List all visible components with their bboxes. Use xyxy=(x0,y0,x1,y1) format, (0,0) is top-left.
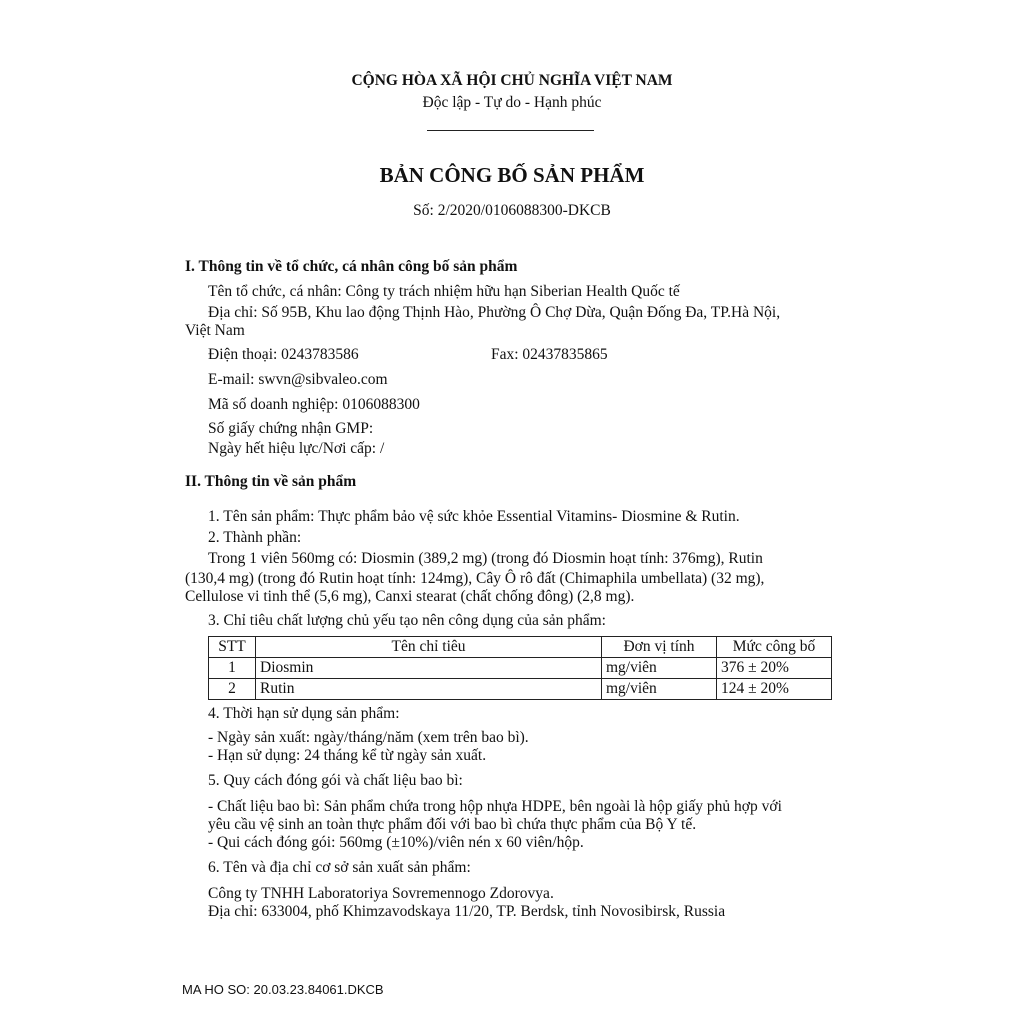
product-name: 1. Tên sản phẩm: Thực phẩm bảo vệ sức khỏe Essential Vitamins- Diosmine & Rutin. xyxy=(208,508,740,525)
packaging-spec: - Qui cách đóng gói: 560mg (±10%)/viên nén x 60 viên/hộp. xyxy=(208,834,584,851)
expiry-period: - Hạn sử dụng: 24 tháng kể từ ngày sản xuất. xyxy=(208,747,487,764)
composition-line3: Cellulose vi tinh thể (5,6 mg), Canxi stearat (chất chống đông) (2,8 mg). xyxy=(185,588,635,605)
header-divider xyxy=(427,130,594,131)
cell-unit: mg/viên xyxy=(602,658,717,679)
gmp-expiry: Ngày hết hiệu lực/Nơi cấp: / xyxy=(208,440,385,457)
table-header-row xyxy=(209,637,832,658)
cell-name: Rutin xyxy=(256,679,602,700)
packaging-material-line2: yêu cầu vệ sinh an toàn thực phẩm đối với bao bì chứa thực phẩm của Bộ Y tế. xyxy=(208,816,697,833)
cell-unit: mg/viên xyxy=(602,679,717,700)
email: E-mail: swvn@sibvaleo.com xyxy=(208,371,388,388)
document-title: BẢN CÔNG BỐ SẢN PHẨM xyxy=(379,163,645,187)
packaging-label: 5. Quy cách đóng gói và chất liệu bao bì: xyxy=(208,772,463,789)
manufacture-date: - Ngày sản xuất: ngày/tháng/năm (xem trên bao bì). xyxy=(208,729,529,746)
motto: Độc lập - Tự do - Hạnh phúc xyxy=(422,94,602,111)
fax: Fax: 02437835865 xyxy=(491,346,608,363)
quality-table xyxy=(208,636,832,700)
section2-heading: II. Thông tin về sản phẩm xyxy=(185,473,357,490)
header-unit: Đơn vị tính xyxy=(602,637,717,658)
phone: Điện thoại: 0243783586 xyxy=(208,346,359,363)
cell-value: 124 ± 20% xyxy=(717,679,832,700)
address-line1: Địa chỉ: Số 95B, Khu lao động Thịnh Hào, Phường Ô Chợ Dừa, Quận Đống Đa, TP.Hà Nội, xyxy=(208,304,781,321)
table-row xyxy=(209,679,832,700)
header-value: Mức công bố xyxy=(717,637,832,658)
document-number: Số: 2/2020/0106088300-DKCB xyxy=(413,202,611,219)
section1-heading: I. Thông tin về tổ chức, cá nhân công bố sản phẩm xyxy=(185,258,518,275)
packaging-material-line1: - Chất liệu bao bì: Sản phẩm chứa trong hộp nhựa HDPE, bên ngoài là hộp giấy phủ hợp với xyxy=(208,798,782,815)
header-stt: STT xyxy=(209,637,256,658)
dossier-code: MA HO SO: 20.03.23.84061.DKCB xyxy=(182,982,384,997)
address-line2: Việt Nam xyxy=(185,322,245,339)
country-heading: CỘNG HÒA XÃ HỘI CHỦ NGHĨA VIỆT NAM xyxy=(351,72,673,89)
org-name: Tên tổ chức, cá nhân: Công ty trách nhiệm hữu hạn Siberian Health Quốc tế xyxy=(208,283,680,300)
table-row xyxy=(209,658,832,679)
composition-line2: (130,4 mg) (trong đó Rutin hoạt tính: 124mg), Cây Ô rô đất (Chimaphila umbellata) (32 mg), xyxy=(185,570,765,587)
tax-code: Mã số doanh nghiệp: 0106088300 xyxy=(208,396,420,413)
header-name: Tên chỉ tiêu xyxy=(256,637,602,658)
cell-value: 376 ± 20% xyxy=(717,658,832,679)
quality-label: 3. Chỉ tiêu chất lượng chủ yếu tạo nên công dụng của sản phẩm: xyxy=(208,612,606,629)
cell-stt: 1 xyxy=(209,658,256,679)
shelf-life-label: 4. Thời hạn sử dụng sản phẩm: xyxy=(208,705,400,722)
cell-name: Diosmin xyxy=(256,658,602,679)
composition-line1: Trong 1 viên 560mg có: Diosmin (389,2 mg) (trong đó Diosmin hoạt tính: 376mg), Rutin xyxy=(208,550,763,567)
manufacturer-address: Địa chỉ: 633004, phố Khimzavodskaya 11/20, TP. Berdsk, tỉnh Novosibirsk, Russia xyxy=(208,903,726,920)
composition-label: 2. Thành phần: xyxy=(208,529,302,546)
gmp-number: Số giấy chứng nhận GMP: xyxy=(208,420,374,437)
cell-stt: 2 xyxy=(209,679,256,700)
manufacturer-label: 6. Tên và địa chỉ cơ sở sản xuất sản phẩm: xyxy=(208,859,471,876)
manufacturer-name: Công ty TNHH Laboratoriya Sovremennogo Zdorovya. xyxy=(208,885,554,902)
